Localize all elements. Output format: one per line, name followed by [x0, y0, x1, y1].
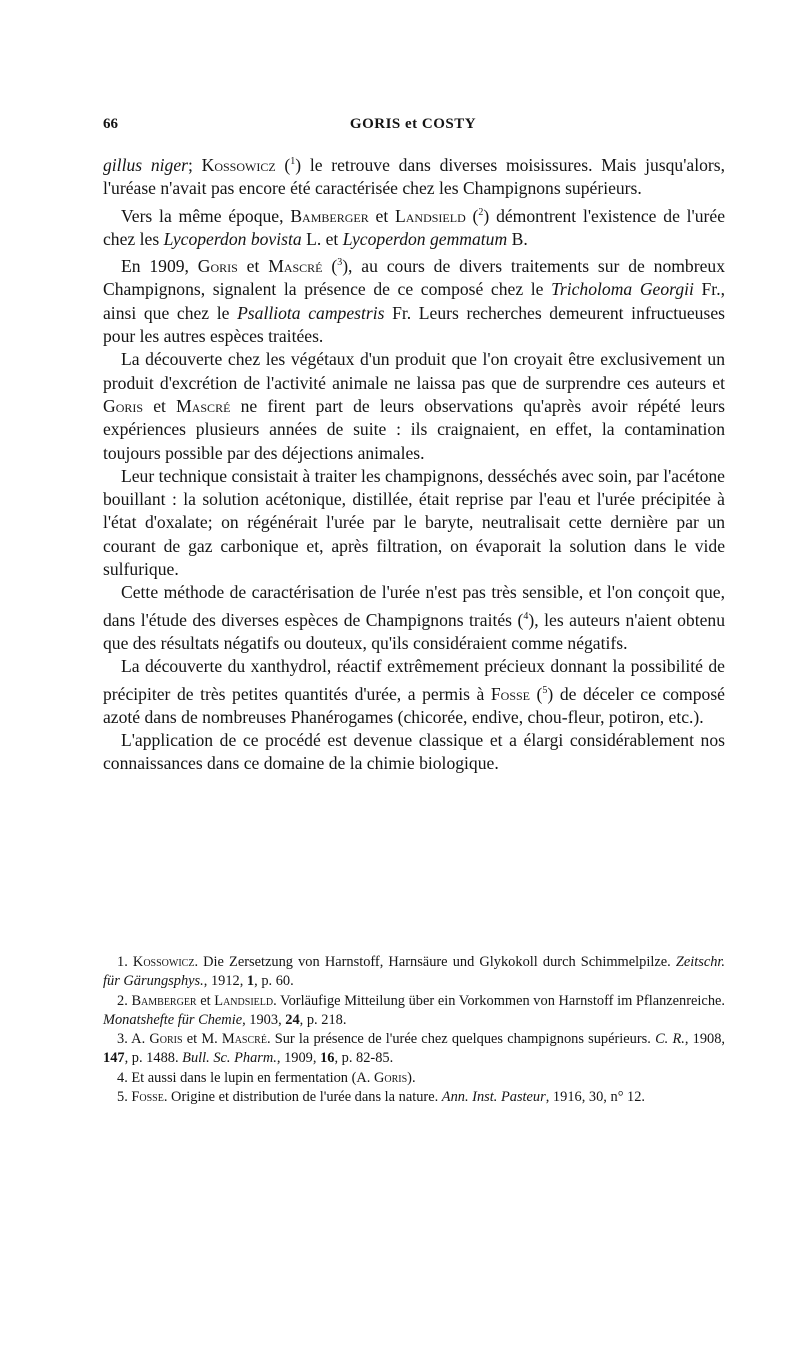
text-run: , p. 82-85. — [334, 1050, 394, 1067]
text-run: ), les auteurs n'aient obtenu que des résultats négatifs ou douteux, qu'ils considéraient comme négatifs. — [103, 609, 725, 653]
text-run: , p. 218. — [299, 1011, 347, 1028]
author-name: Fosse — [490, 683, 531, 704]
paragraph — [103, 348, 725, 464]
text-run: . Vorläufige Mitteilung über ein Vorkommen von Harnstoff im Pflanzenreiche. — [273, 992, 725, 1009]
text-run: , 1916, 30, n° 12. — [545, 1089, 646, 1106]
author-name: Landsield — [395, 205, 466, 226]
text-run: 4. Et aussi dans le lupin en fermentation (A. — [117, 1069, 374, 1086]
footnote — [103, 1088, 725, 1107]
italic-text: Ann. Inst. Pasteur — [441, 1089, 546, 1106]
italic-text: Psalliota campestris — [237, 302, 385, 323]
text-run: et — [368, 205, 396, 226]
author-name: Fosse — [131, 1089, 164, 1106]
text-run: ) de déceler ce composé azoté dans de nombreuses Phanérogames (chicorée, endive, chou-fleur, potiron, etc.). — [103, 683, 725, 727]
paragraph — [103, 201, 725, 252]
text-run: , 1912, — [203, 973, 247, 990]
paragraph — [103, 655, 725, 729]
footnotes — [103, 953, 725, 1107]
text-run: Cette méthode de caractérisation de l'urée n'est pas très sensible, et l'on conçoit que, dans l'étude des diverses espèces de Champignons traités ( — [103, 582, 725, 630]
text-run: . Origine et distribution de l'urée dans la nature. — [163, 1089, 442, 1106]
text-run: , 1909, — [276, 1050, 321, 1067]
author-name: Mascré — [176, 395, 231, 416]
paragraph — [103, 581, 725, 655]
footnote — [103, 992, 725, 1031]
text-run: ) démontrent l'existence de l'urée chez les — [103, 205, 725, 249]
author-name: Mascré — [268, 256, 323, 277]
text-run: ), au cours de divers traitements sur de nombreux Champignons, signalent la présence de ce composé chez le — [103, 256, 725, 300]
text-run: 5. — [117, 1089, 132, 1106]
text-run: ( — [530, 683, 543, 704]
text-run: 3. A. — [117, 1031, 150, 1048]
paragraph — [103, 251, 725, 348]
text-run: et — [196, 992, 215, 1009]
text-run: ). — [407, 1069, 416, 1086]
text-run: L. et — [301, 228, 343, 249]
text-run: Vers la même époque, — [121, 205, 291, 226]
text-run: 2. — [117, 992, 132, 1009]
author-name: Kossowicz — [132, 954, 195, 970]
text-run: B. — [507, 228, 528, 249]
text-run: ( — [275, 155, 291, 175]
footnote — [103, 1069, 725, 1088]
author-name: Goris — [373, 1069, 408, 1086]
footnote-ref: 4 — [523, 610, 529, 622]
main-text — [103, 150, 725, 776]
text-run: . Sur la présence de l'urée chez quelques champignons supérieurs. — [266, 1031, 656, 1048]
text-run: , p. 60. — [254, 973, 294, 990]
text-run: La découverte chez les végétaux d'un produit que l'on croyait être exclusivement un produit d'excrétion de l'activité animale ne laissa pas que de surprendre ces auteurs et — [103, 349, 725, 393]
paragraph — [103, 465, 725, 581]
italic-text: Tricholoma Georgii — [551, 279, 694, 300]
text-run: La découverte du xanthydrol, réactif extrêmement précieux donnant la possibilité de précipiter de très petites quantités d'urée, a permis à — [103, 656, 725, 704]
author-name: Mascré — [221, 1031, 267, 1048]
text-run: et — [143, 395, 177, 416]
bold-text: 24 — [285, 1011, 300, 1028]
text-run: et M. — [182, 1031, 222, 1048]
italic-text: Lycoperdon gemmatum — [342, 228, 508, 249]
text-run: . Die Zersetzung von Harnstoff, Harnsäure und Glykokoll durch Schimmelpilze. — [194, 954, 676, 970]
text-run: L'application de ce procédé est devenue classique et a élargi considérablement nos connaissances dans ce domaine de la chimie biologique. — [103, 730, 725, 774]
author-name: Landsield — [214, 992, 274, 1009]
text-run: Fr., ainsi que chez le — [103, 279, 725, 323]
paragraph — [103, 150, 725, 201]
text-run: En 1909, — [121, 256, 198, 277]
italic-text: Lycoperdon bovista — [163, 228, 302, 249]
text-run: ne firent part de leurs observations qu'après avoir répété leurs expériences plusieurs années de suite : ils craignaient, en effet, la contamination toujours possible par des déjections animales. — [103, 395, 726, 463]
footnote-ref: 2 — [478, 206, 484, 218]
text-run: Leur technique consistait à traiter les champignons, desséchés avec soin, par l'acétone bouillant : la solution acétonique, distillée, était reprise par l'eau et l'urée précipitée à l'état d'oxalate; on régénérait l'urée par le baryte, neutralisait cette dernière par un courant de gaz carbonique et, après filtration, on évaporait la solution dans le vide sulfurique. — [103, 465, 725, 580]
author-name: Goris — [149, 1031, 183, 1048]
text-run: Fr. Leurs recherches demeurent infructueuses pour les autres espèces traitées. — [103, 302, 725, 347]
running-title: GORIS et COSTY — [349, 116, 477, 132]
bold-text: 147 — [103, 1050, 125, 1067]
text-run: , 1903, — [242, 1011, 286, 1028]
paragraph — [103, 729, 725, 776]
italic-text: Zeitschr. für Gärungsphys. — [103, 954, 725, 990]
text-run: ; — [187, 155, 202, 175]
bold-text: 1 — [246, 973, 255, 990]
page-number: 66 — [103, 116, 118, 132]
author-name: Kossowicz — [201, 155, 276, 175]
italic-text: C. R. — [655, 1031, 685, 1048]
bold-text: 16 — [320, 1050, 335, 1067]
text-run: ( — [322, 256, 338, 277]
italic-text: gillus niger — [103, 155, 188, 175]
author-name: Bamberger — [290, 205, 369, 226]
footnote-ref: 5 — [542, 684, 548, 696]
footnote — [103, 953, 725, 992]
footnote — [103, 1030, 725, 1069]
text-run: ) le retrouve dans diverses moisissures. Mais jusqu'alors, l'uréase n'avait pas encore été caractérisée chez les Champignons supérieurs. — [103, 155, 725, 199]
text-run: ( — [465, 205, 479, 226]
footnote-ref: 1 — [290, 156, 296, 167]
text-run: , 1908, — [684, 1031, 726, 1048]
author-name: Bamberger — [131, 992, 197, 1009]
text-run: 1. — [117, 954, 133, 970]
footnote-ref: 3 — [337, 257, 343, 269]
text-run: , p. 1488. — [124, 1050, 183, 1067]
author-name: Goris — [103, 395, 144, 416]
text-run: et — [237, 256, 269, 277]
italic-text: Monatshefte für Chemie — [103, 1011, 243, 1028]
author-name: Goris — [197, 256, 238, 277]
page-header — [103, 116, 723, 136]
italic-text: Bull. Sc. Pharm. — [182, 1050, 277, 1067]
